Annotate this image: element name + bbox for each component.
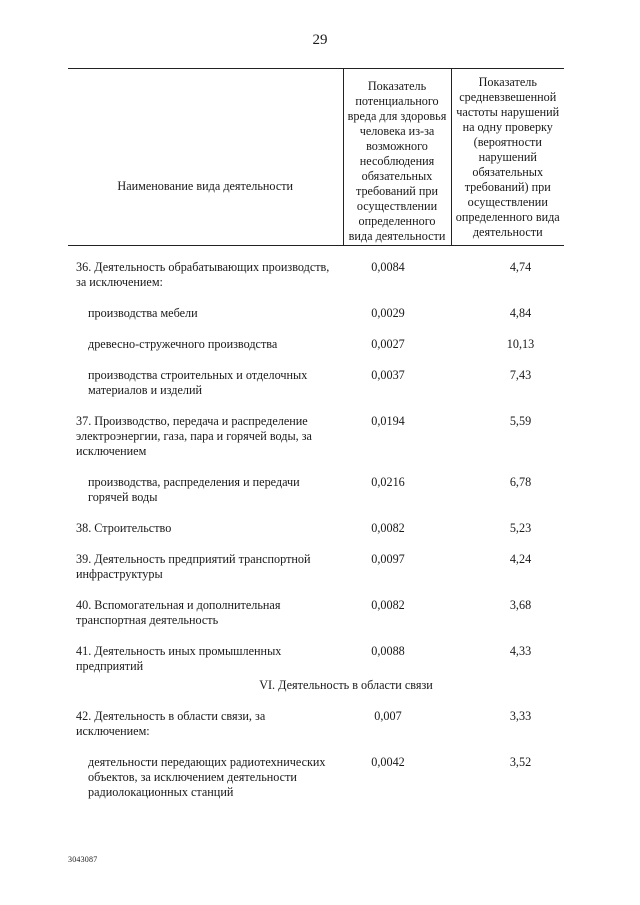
activity-name: деятельности передающих радиотехнических объектов, за исключением деятельности радиолокационных станций xyxy=(88,755,326,799)
table-row xyxy=(68,246,564,307)
table-row xyxy=(68,598,564,644)
frequency-value: 5,23 xyxy=(509,521,532,535)
frequency-value: 5,59 xyxy=(509,414,532,428)
activity-name: 38. Строительство xyxy=(76,521,172,535)
harm-value: 0,0037 xyxy=(371,368,405,382)
activity-name: 37. Производство, передача и распределение электроэнергии, газа, пара и горячей воды, за исключением xyxy=(76,414,312,458)
section-title: VI. Деятельность в области связи xyxy=(259,678,433,692)
header-frequency-indicator: Показатель средневзвешенной частоты нарушений на одну проверку (вероятности нарушений обязательных требований) при осуществлении определенного вида деятельности xyxy=(451,69,564,246)
frequency-value: 3,68 xyxy=(509,598,532,612)
frequency-value: 3,33 xyxy=(509,709,532,723)
table-header-row xyxy=(68,69,564,246)
table-row xyxy=(68,521,564,552)
table-row xyxy=(68,337,564,368)
table-row xyxy=(68,475,564,521)
activity-name: древесно-стружечного производства xyxy=(88,337,278,351)
document-code: 3043087 xyxy=(68,855,98,864)
frequency-value: 3,52 xyxy=(509,755,532,769)
activity-name: производства строительных и отделочных материалов и изделий xyxy=(88,368,308,397)
table-row xyxy=(68,306,564,337)
section-heading-row xyxy=(68,678,564,709)
frequency-value: 4,84 xyxy=(509,306,532,320)
table-row xyxy=(68,755,564,816)
table-row xyxy=(68,552,564,598)
header-activity-name: Наименование вида деятельности xyxy=(68,69,343,246)
harm-value: 0,0097 xyxy=(371,552,405,566)
activity-name: производства, распределения и передачи горячей воды xyxy=(88,475,300,504)
activity-name: 41. Деятельность иных промышленных предприятий xyxy=(76,644,282,673)
header-harm-indicator: Показатель потенциального вреда для здоровья человека из-за возможного несоблюдения обязательных требований при осуществлении определенного вида деятельности xyxy=(343,69,451,246)
page-number: 29 xyxy=(312,32,328,48)
activity-name: 42. Деятельность в области связи, за исключением: xyxy=(76,709,266,738)
table-row xyxy=(68,644,564,678)
activity-name: 40. Вспомогательная и дополнительная транспортная деятельность xyxy=(76,598,281,627)
harm-value: 0,007 xyxy=(374,709,402,723)
frequency-value: 6,78 xyxy=(509,475,532,489)
table-row xyxy=(68,414,564,475)
activity-name: производства мебели xyxy=(88,306,198,320)
harm-value: 0,0194 xyxy=(371,414,405,428)
frequency-value: 7,43 xyxy=(509,368,532,382)
harm-value: 0,0029 xyxy=(371,306,405,320)
frequency-value: 4,24 xyxy=(509,552,532,566)
harm-value: 0,0082 xyxy=(371,521,405,535)
harm-value: 0,0027 xyxy=(371,337,405,351)
activity-name: 39. Деятельность предприятий транспортной инфраструктуры xyxy=(76,552,311,581)
table-row xyxy=(68,368,564,414)
harm-value: 0,0216 xyxy=(371,475,405,489)
frequency-value: 10,13 xyxy=(506,337,535,351)
harm-value: 0,0082 xyxy=(371,598,405,612)
activity-table xyxy=(68,68,564,816)
harm-value: 0,0084 xyxy=(371,260,405,274)
frequency-value: 4,74 xyxy=(509,260,532,274)
frequency-value: 4,33 xyxy=(509,644,532,658)
harm-value: 0,0042 xyxy=(371,755,405,769)
activity-name: 36. Деятельность обрабатывающих производств, за исключением: xyxy=(76,260,330,289)
table-row xyxy=(68,709,564,755)
harm-value: 0,0088 xyxy=(371,644,405,658)
